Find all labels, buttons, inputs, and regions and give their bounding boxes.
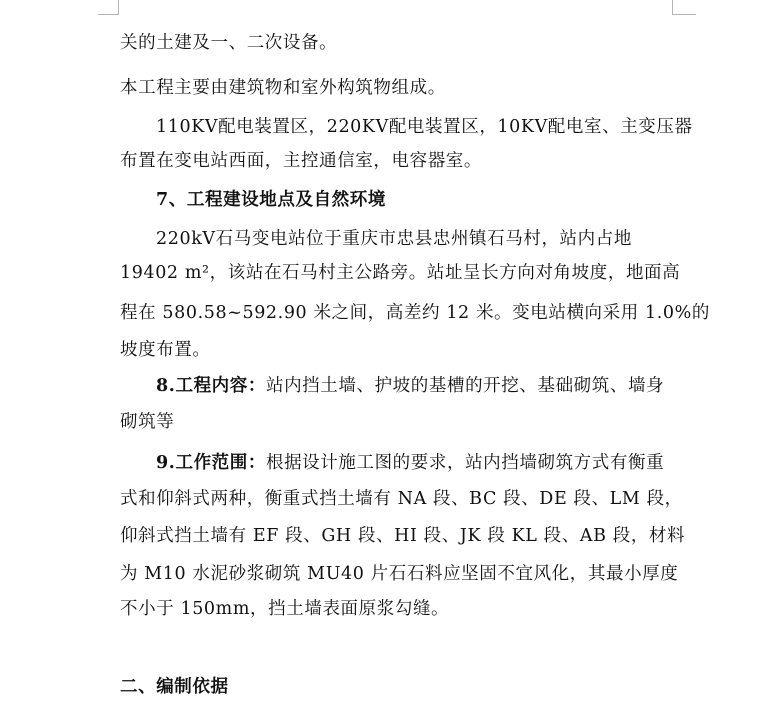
work-content-label: 8.工程内容： — [156, 376, 266, 396]
body-text-line: 布置在变电站西面，主控通信室，电容器室。 — [120, 151, 482, 171]
body-text-line: 不小于 150mm，挡土墙表面原浆勾缝。 — [120, 599, 450, 619]
body-text-line: 110KV配电装置区，220KV配电装置区，10KV配电室、主变压器 — [156, 117, 693, 137]
chapter-heading: 二、编制依据 — [120, 677, 229, 697]
body-text-line: 砌筑等 — [120, 412, 175, 432]
body-text-line: 19402 m²，该站在石马村主公路旁。站址呈长方向对角坡度，地面高 — [120, 263, 681, 283]
body-text-line: 220kV石马变电站位于重庆市忠县忠州镇石马村，站内占地 — [156, 229, 632, 249]
work-scope-line — [156, 451, 664, 475]
crop-mark-top-right — [672, 0, 673, 14]
work-content-text: 站内挡土墙、护坡的基槽的开挖、基础砌筑、墙身 — [265, 376, 665, 396]
body-text-line: 关的土建及一、二次设备。 — [120, 33, 338, 53]
work-content-line — [156, 374, 664, 398]
crop-mark-top-left — [118, 0, 119, 14]
section-heading: 7、工程建设地点及自然环境 — [156, 190, 386, 210]
body-text-line: 式和仰斜式两种，衡重式挡土墙有 NA 段、BC 段、DE 段、LM 段， — [120, 489, 683, 509]
crop-mark-top-right — [672, 14, 696, 15]
body-text-line: 本工程主要由建筑物和室外构筑物组成。 — [120, 78, 446, 98]
body-text-line: 为 M10 水泥砂浆砌筑 MU40 片石石料应坚固不宜风化，其最小厚度 — [120, 564, 679, 584]
body-text-line: 坡度布置。 — [120, 340, 211, 360]
body-text-line: 仰斜式挡土墙有 EF 段、GH 段、HI 段、JK 段 KL 段、AB 段，材料 — [120, 526, 686, 546]
crop-mark-top-left — [98, 14, 119, 15]
work-scope-label: 9.工作范围： — [156, 453, 266, 473]
body-text-line: 程在 580.58~592.90 米之间，高差约 12 米。变电站横向采用 1.0%的 — [120, 303, 710, 323]
work-scope-text: 根据设计施工图的要求，站内挡墙砌筑方式有衡重 — [265, 453, 665, 473]
